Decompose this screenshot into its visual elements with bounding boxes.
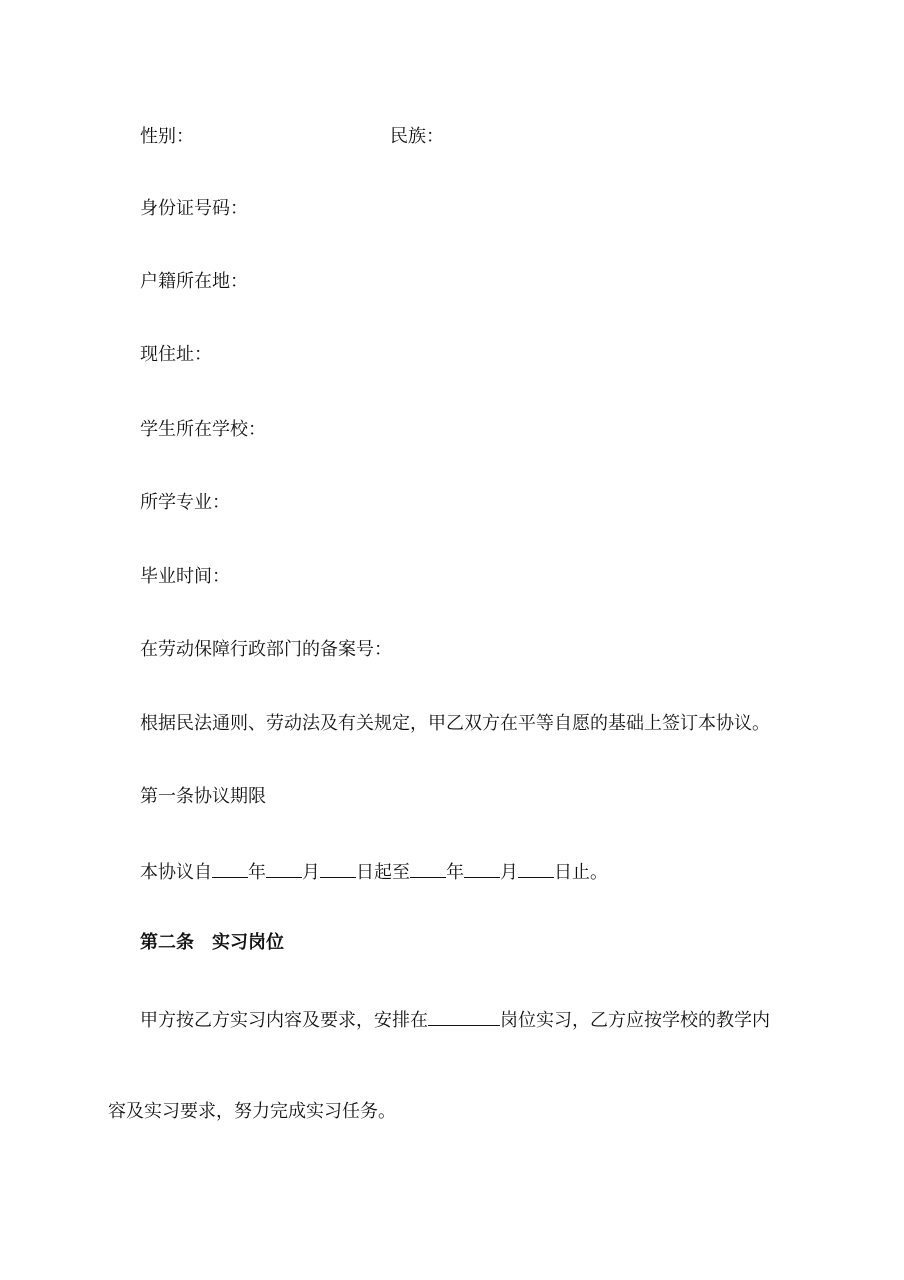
article2-paragraph-line2: 容及实习要求，努力完成实习任务。 [108,1101,396,1122]
article2-part1: 甲方按乙方实习内容及要求，安排在 [140,1010,428,1031]
blank-field [428,1007,500,1026]
article1-period-line [140,859,608,884]
blank-field [320,859,356,878]
record-number-label: 在劳动保障行政部门的备案号： [140,639,392,660]
blank-field [410,859,446,878]
article1-title: 第一条协议期限 [140,786,266,807]
major-label: 所学专业： [140,492,230,513]
intro-paragraph: 根据民法通则、劳动法及有关规定，甲乙双方在平等自愿的基础上签订本协议。 [140,713,770,734]
article2-heading [140,932,284,954]
school-label: 学生所在学校： [140,419,266,440]
article2-paragraph-line1 [140,1007,770,1032]
article1-text-start: 本协议自 [140,862,212,883]
blank-field [518,859,554,878]
article2-number: 第二条 [140,932,194,953]
article2-title: 实习岗位 [212,932,284,953]
year-label: 年 [446,862,464,883]
blank-field [266,859,302,878]
blank-field [212,859,248,878]
month-label: 月 [302,862,320,883]
household-label: 户籍所在地： [140,271,248,292]
day-from-label: 日起至 [356,862,410,883]
ethnicity-label: 民族： [390,126,444,147]
year-label: 年 [248,862,266,883]
gender-label: 性别： [140,126,194,147]
blank-field [464,859,500,878]
id-number-label: 身份证号码： [140,198,248,219]
day-to-label: 日止。 [554,862,608,883]
graduation-label: 毕业时间： [140,566,230,587]
address-label: 现住址： [140,344,212,365]
article2-part2: 岗位实习，乙方应按学校的教学内 [500,1010,770,1031]
month-label: 月 [500,862,518,883]
